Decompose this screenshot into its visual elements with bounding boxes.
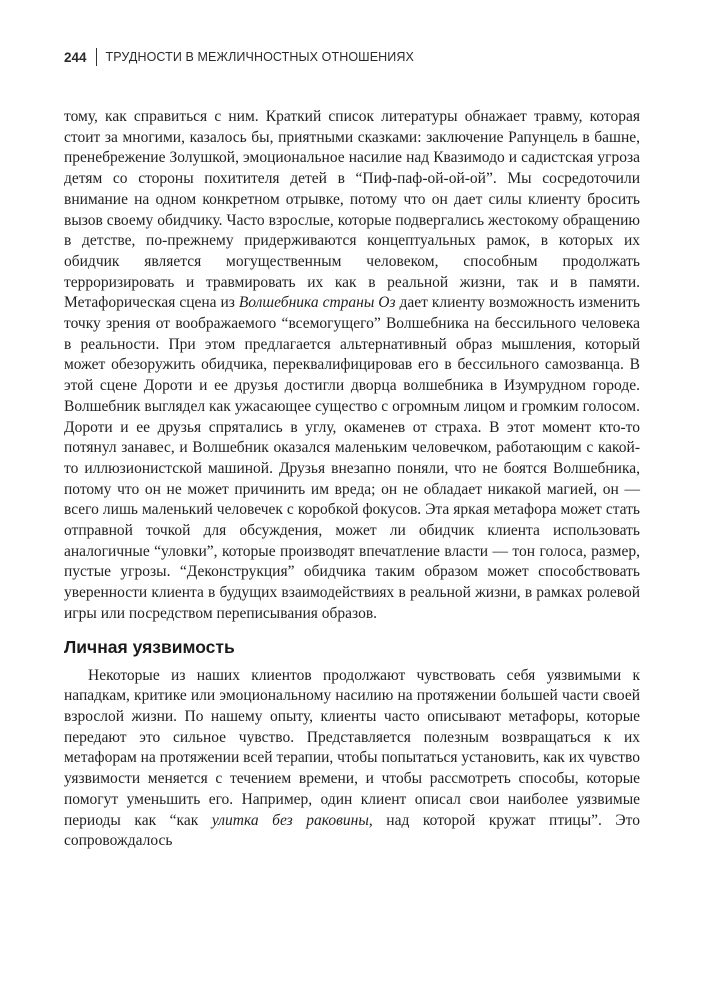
paragraph-text: тому, как справиться с ним. Краткий список литературы обнажает травму, которая стоит за многими, казалось бы, приятными сказками: заключение Рапунцель в башне, пренебрежение Золушкой, эмоциональное насилие над Квазимодо и садистская угроза детям со стороны похитителя детей в “Пиф-паф-ой-ой-ой”. Мы сосредоточили внимание на одном конкретном отрывке, потому что он дает силы клиенту бросить вызов своему обидчику. Часто взрослые, которые подвергались жестокому обращению в детстве, по-прежнему придерживаются концептуальных рамок, в которых их обидчик является могущественным человеком, способным продолжать терроризировать и травмировать их как в реальной жизни, так и в памяти. Метафорическая сцена из — [64, 108, 640, 312]
running-title: ТРУДНОСТИ В МЕЖЛИЧНОСТНЫХ ОТНОШЕНИЯХ — [105, 50, 414, 64]
running-header — [64, 48, 414, 66]
book-title-emphasis: Волшебника страны Оз — [238, 294, 396, 312]
paragraph-text: Некоторые из наших клиентов продолжают чувствовать себя уязвимыми к нападкам, критике или эмоциональному насилию на протяжении большей части своей взрослой жизни. По нашему опыту, клиенты часто описывают метафоры, которые передают это сильное чувство. Представляется полезным возвращаться к их метафорам на протяжении всей терапии, чтобы попытаться установить, как их чувство уязвимости меняется с течением времени, и чтобы рассмотреть способы, которые помогут уменьшить его. Например, один клиент описал свои наиболее уязвимые периоды как “как — [64, 666, 641, 829]
header-divider — [96, 48, 97, 66]
page-number: 244 — [64, 49, 87, 65]
body-paragraph — [64, 666, 640, 852]
metaphor-emphasis: улитка без раковины — [211, 811, 369, 829]
body-paragraph-continued — [64, 107, 640, 625]
page-body — [64, 107, 640, 852]
paragraph-text: , над которой кружат птицы”. Это сопровождалось — [64, 811, 640, 850]
section-heading: Личная уязвимость — [64, 636, 235, 657]
paragraph-text: дает клиенту возможность изменить точку зрения от воображаемого “всемогущего” Волшебника на бессильного человека в реальности. При этом предлагается альтернативный образ мышления, который может обезоружить обидчика, переквалифицировав его в бессильного самозванца. В этой сцене Дороти и ее друзья достигли дворца волшебника в Изумрудном городе. Волшебник выглядел как ужасающее существо с огромным лицом и громким голосом. Дороти и ее друзья спрятались в углу, окаменев от страха. В этот момент кто-то потянул занавес, и Волшебник оказался маленьким человечком, работающим с какой-то иллюзионистской машиной. Друзья внезапно поняли, что не боятся Волшебника, потому что он не может причинить им вреда; он не обладает никакой магией, он — всего лишь маленький человечек с коробкой фокусов. Эта яркая метафора может стать отправной точкой для обсуждения, может ли обидчик клиента использовать аналогичные “уловки”, которые производят впечатление власти — тон голоса, размер, пустые угрозы. “Деконструкция” обидчика таким образом может способствовать уверенности клиента в будущих взаимодействиях в реальной жизни, в рамках ролевой игры или посредством переписывания образов. — [64, 294, 640, 622]
